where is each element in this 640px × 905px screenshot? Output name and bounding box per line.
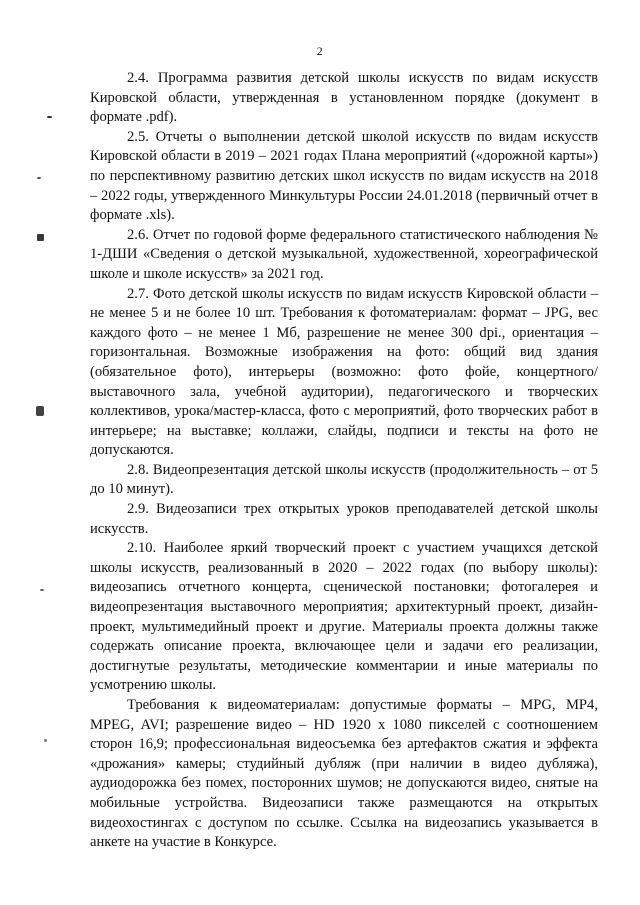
document-body [90, 69, 598, 853]
paragraph-2-5: 2.5. Отчеты о выполнении детской школой искусств по видам искусств Кировской области в 2019 – 2021 годах Плана мероприятий («дорожной карты») по перспективному развитию детских школ искусств по видам искусств на 2018 – 2022 годы, утвержденного Минкультуры России 24.01.2018 (первичный отчет в формате .xls). [90, 128, 598, 224]
paragraph-2-8: 2.8. Видеопрезентация детской школы искусств (продолжительность – от 5 до 10 минут). [90, 461, 598, 498]
paragraph-2-4: 2.4. Программа развития детской школы искусств по видам искусств Кировской области, утвержденная в установленном порядке (документ в формате .pdf). [90, 70, 598, 126]
page-number: 2 [316, 44, 324, 58]
scan-speck [47, 116, 52, 118]
scan-speck [37, 234, 44, 241]
paragraph-video-requirements: Требования к видеоматериалам: допустимые форматы – MPG, MP4, MPEG, AVI; разрешение видео – HD 1920 x 1080 пикселей с соотношением сторон 16,9; профессиональная видеосъемка без артефактов сжатия и эффекта «дрожания» камеры; студийный дубляж (при наличии в видео дубляжа), аудиодорожка без помех, посторонних шумов; не допускаются видео, снятые на мобильные устройства. Видеозаписи также размещаются на открытых видеохостингах с доступом по ссылке. Ссылка на видеозапись указывается в анкете на участие в Конкурсе. [90, 697, 598, 851]
paragraph-2-10: 2.10. Наиболее яркий творческий проект с участием учащихся детской школы искусств, реализованный в 2020 – 2022 годах (по выбору школы): видеозапись отчетного концерта, сценической постановки; фотогалерея и видеопрезентация выставочного мероприятия; архитектурный проект, дизайн-проект, мультимедийный проект и другие. Материалы проекта должны также содержать описание проекта, включающее цели и задачи его реализации, достигнутые результаты, методические комментарии и иные материалы по усмотрению школы. [90, 540, 598, 694]
paragraph-2-6: 2.6. Отчет по годовой форме федерального статистического наблюдения № 1-ДШИ «Сведения о детской музыкальной, художественной, хореографической школе и школе искусств» за 2021 год. [90, 226, 598, 282]
scan-speck [40, 589, 44, 591]
paragraph-2-9: 2.9. Видеозаписи трех открытых уроков преподавателей детской школы искусств. [90, 501, 598, 537]
paragraph-2-7: 2.7. Фото детской школы искусств по видам искусств Кировской области – не менее 5 и не более 10 шт. Требования к фотоматериалам: формат – JPG, вес каждого фото – не менее 1 Мб, разрешение не менее 300 dpi., ориентация – горизонтальная. Возможные изображения на фото: общий вид здания (обязательное фото), интерьеры (возможно: фото фойе, концертного/выставочного зала, учебной аудитории), педагогического и творческих коллективов, урока/мастер-класса, фото с мероприятий, фото творческих работ в интерьере; на выставке; коллажи, слайды, подписи и тексты на фото не допускаются. [90, 285, 598, 459]
scan-speck [37, 177, 41, 179]
scan-speck [36, 406, 44, 416]
scan-speck [44, 739, 47, 742]
